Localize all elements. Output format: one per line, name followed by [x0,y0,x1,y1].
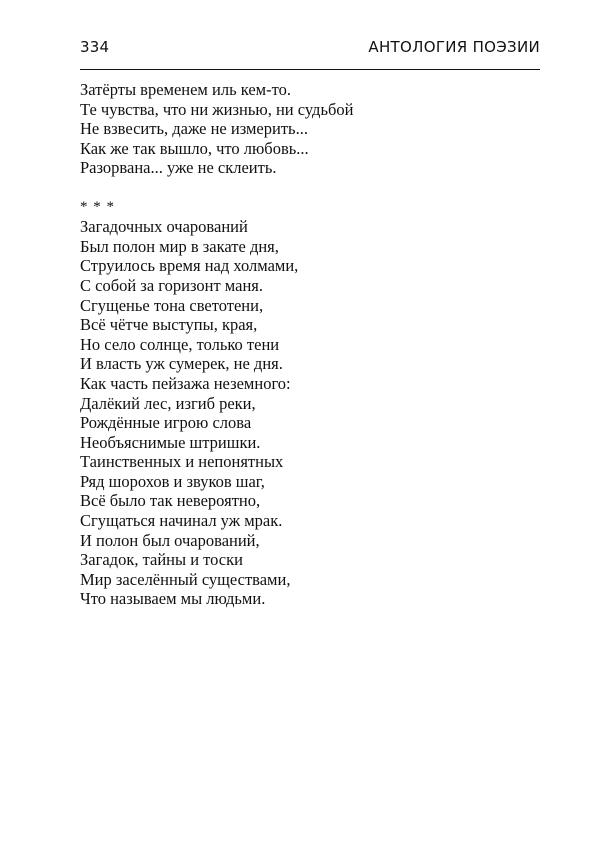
running-title: АНТОЛОГИЯ ПОЭЗИИ [368,38,540,56]
poem-separator: * * * [80,198,115,215]
page-body [80,80,540,609]
verse-line: И власть уж сумерек, не дня. [80,354,283,374]
verse-line: Таинственных и непонятных [80,452,284,472]
verse-line: Струилось время над холмами, [80,256,299,276]
verse-line: Загадок, тайны и тоски [80,550,243,570]
page-header [80,36,540,64]
verse-line: Загадочных очарований [80,217,248,237]
verse-line: Всё чётче выступы, края, [80,315,258,335]
verse-line: Сгущаться начинал уж мрак. [80,511,283,531]
verse-line: Мир заселённый существами, [80,569,291,589]
verse-line: И полон был очарований, [80,530,260,550]
verse-line: Был полон мир в закате дня, [80,236,279,256]
stanza-gap [80,178,540,198]
verse-line: Необъяснимые штришки. [80,432,261,452]
verse-line: Те чувства, что ни жизнью, ни судьбой [80,99,354,119]
verse-line: Но село солнце, только тени [80,334,280,354]
verse-line: Далёкий лес, изгиб реки, [80,393,256,413]
verse-line: Разорвана... уже не склеить. [80,158,277,178]
verse-line: Всё было так невероятно, [80,491,261,511]
verse-line: С собой за горизонт маня. [80,275,263,295]
verse-line: Как часть пейзажа неземного: [80,373,291,393]
verse-line: Затёрты временем иль кем-то. [80,80,291,99]
verse-line: Не взвесить, даже не измерить... [80,119,308,139]
verse-line: Что называем мы людьми. [80,589,266,609]
poem [80,217,540,609]
header-rule [80,69,540,70]
verse-line: Как же так вышло, что любовь... [80,138,309,158]
verse-line: Рождённые игрою слова [80,413,252,433]
poem-fragment [80,80,540,178]
verse-line: Сгущенье тона светотени, [80,295,264,315]
verse-line: Ряд шорохов и звуков шаг, [80,471,265,491]
page-number: 334 [80,38,110,56]
